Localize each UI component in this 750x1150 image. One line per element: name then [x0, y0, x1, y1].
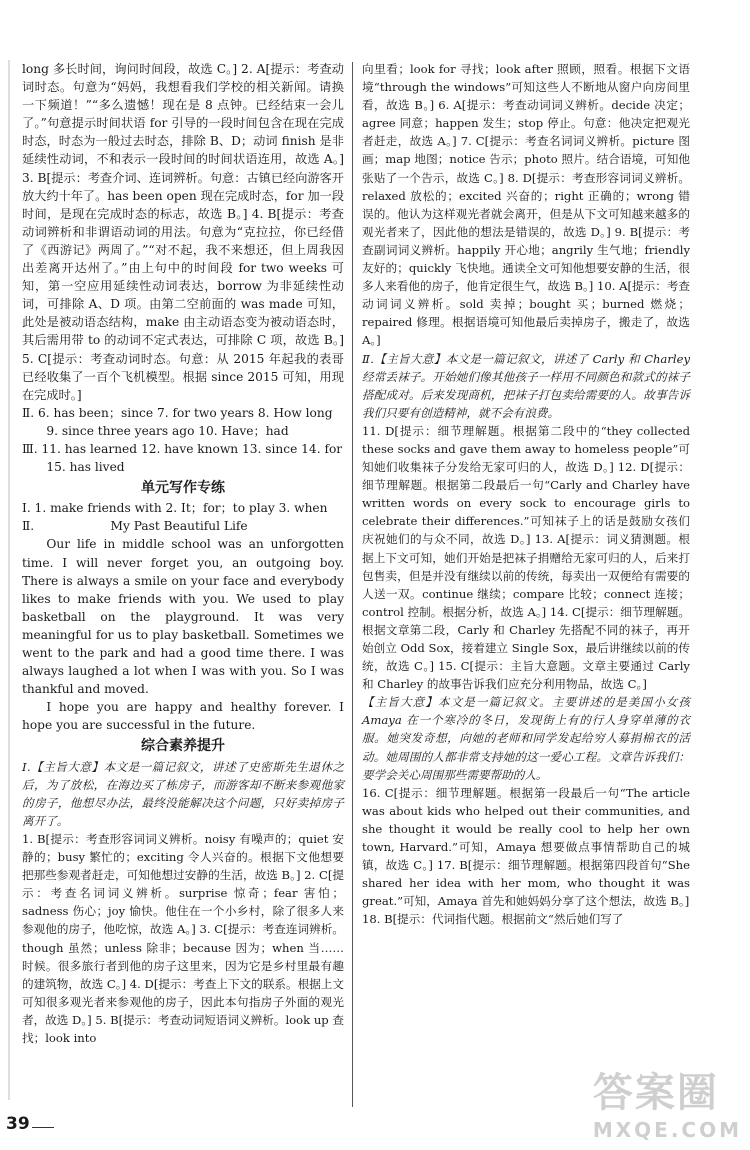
- column-divider: [352, 62, 353, 1107]
- passage-ii-answers: 11. D[提示：细节理解题。根据第二段中的“they collected these socks and gave them away to homeless people”可知她们收集袜子分发给无家可归的人，故选 D。] 12. D[提示：细节理解题。根据第二段最后一句“Carly and Charley have written words on every sock to encourage girls to celebrate their differences.”可知袜子上的话是鼓励女孩们庆祝她们的与众不同，故选 D。] 13. A[提示：词义猜测题。根据上下文可知，她们开始是把袜子捐赠给无家可归的人，后来打包售卖，但是并没有继续以前的传统，每卖出一双便给有需要的人送一双。continue 继续；compare 比较；connect 连接；control 控制。根据分析，故选 A。] 14. C[提示：细节理解题。根据文章第二段，Carly 和 Charley 先搭配不同的袜子，再开始创立 Odd Sox，接着建立 Single Sox，最后讲继续以前的传统，故选 C。] 15. C[提示：主旨大意题。文章主要通过 Carly 和 Charley 的故事告诉我们应充分利用物品，故选 C。]: [362, 423, 690, 692]
- section-ii-line2: 9. since three years ago 10. Have；had: [46, 423, 289, 438]
- left-column: [22, 60, 344, 1047]
- essay-paragraph-2: I hope you are happy and healthy forever. I hope you are successful in the future.: [22, 700, 344, 733]
- left-answers-block: long 多长时间，询问时间段，故选 C。] 2. A[提示：考查动词时态。句意为“妈妈，我想看我们学校的相关新闻。请换一下频道！”“多么遗憾！现在是 8 点钟。已经结束一会儿了。”句意提示时间状语 for 引导的一段时间包含在现在完成时态，时态为一般过去时态，排除 B、D；动词 finish 是非延续性动词，不和表示一段时间的时间状语连用，故选 A。] 3. B[提示：考查介词、连词辨析。句意：古镇已经向游客开放大约十年了。has been open 现在完成时态，for 加一段时间，是现在完成时态的标志，故选 B。] 4. B[提示：考查动词辨析和非谓语动词的用法。句意为“克拉拉，你已经借了《西游记》两周了。”“对不起，我不来想还，但上周我因出差离开达州了。”由上句中的时间段 for two weeks 可知，第一空应用延续性动词表达，borrow 为非延续性动词，可排除 A、D 项。由第二空前面的 was made 可知，此处是被动语态结构，make 由主动语态变为被动语态时，其后需用带 to 的动词不定式表达，可排除 C 项，故选 B。] 5. C[提示：考查动词时态。句意：从 2015 年起我的表哥已经收集了一百个飞机模型。根据 since 2015 可知，用现在完成时。]: [22, 62, 345, 402]
- passage-ii-summary: Ⅱ.【主旨大意】本文是一篇记叙文，讲述了 Carly 和 Charley 经常丢袜子。开始她们像其他孩子一样用不同颜色和款式的袜子搭配成对。后来发现商机，把袜子打包卖给需要的人。故事告诉我们只要有创造精神，就不会有浪费。: [362, 351, 690, 420]
- comprehensive-section-heading: 综合素养提升: [141, 738, 225, 755]
- passage-i-summary: Ⅰ.【主旨大意】本文是一篇记叙文，讲述了史密斯先生退休之后，为了放松，在海边买了栋房子，而游客却不断来参观他家的房子，他想尽办法，最终没能解决这个问题，只好卖掉房子离开了。: [22, 759, 344, 828]
- writing-part-ii-title: [22, 517, 344, 535]
- writing-section-heading: 单元写作专练: [141, 480, 225, 497]
- passage-iii-answers: 16. C[提示：细节理解题。根据第一段最后一句“The article was about kids who helped out their communities, and she thought it would be really cool to help her own town, Harvard.”可知，Amaya 想要做点事情帮助自己的城镇，故选 C。] 17. B[提示：细节理解题。根据第四段首句“She shared her idea with her mom, who thought it was great.”可知，Amaya 首先和她妈妈分享了这个想法，故选 B。]: [362, 785, 690, 909]
- writing-part-i: Ⅰ. 1. make friends with 2. It；for；to play 3. when: [22, 501, 328, 516]
- watermark-logo-text: 答案圈: [592, 1070, 719, 1116]
- passage-i-answers: 1. B[提示：考查形容词词义辨析。noisy 有噪声的；quiet 安静的；busy 繁忙的；exciting 令人兴奋的。根据下文他想要把那些参观者赶走，可知他想过安静的生活，故选 B。] 2. C[提示：考查名词词义辨析。surprise 惊奇；fear 害怕；sadness 伤心；joy 愉快。他住在一个小乡村，除了很多人来参观他的房子，他吃惊，故选 A。] 3. C[提示：考查连词辨析。though 虽然；unless 除非；because 因为；when 当……时候。很多旅行者到他的房子这里来，因为它是乡村里最有趣的建筑物，故选 C。] 4. D[提示：考查上下文的联系。根据上文可知很多观光者来参观他的房子，因此本句指房子外面的观光者，故选 D。] 5. B[提示：考查动词短语词义辨析。look up 查找；look into: [22, 831, 345, 1045]
- essay-title: My Past Beautiful Life: [110, 519, 248, 534]
- watermark: [593, 1061, 742, 1142]
- essay-paragraph-1: Our life in middle school was an unforgotten time. I will never forget you, an outgoing boy. There is always a smile on your face and everybody likes to make friends with you. We used to play basketball on the playground. It was very meaningful for us to play basketball. Sometimes we went to the park and had a good time there. I was always laughed a lot when I was with you. So I was thankful and moved.: [22, 537, 344, 697]
- right-answers-block: 向里看；look for 寻找；look after 照顾，照看。根据下文语境“through the windows”可知这些人不断地从窗户向房间里看，故选 B。] 6. A[提示：考查动词词义辨析。decide 决定；agree 同意；happen 发生；stop 停止。句意：他决定把观光者赶走，故选 A。] 7. C[提示：考查名词词义辨析。picture 图画；map 地图；notice 告示；photo 照片。结合语境，可知他张贴了一个告示，故选 C。] 8. D[提示：考查形容词词义辨析。relaxed 放松的；excited 兴奋的；right 正确的；wrong 错误的。他认为这样观光者就会离开，但是从下文可知越来越多的观光者来了，因此他的想法是错误的，故选 D。] 9. B[提示：考查副词词义辨析。happily 开心地；angrily 生气地；friendly 友好的；quickly 飞快地。通读全文可知他想要安静的生活，很多人来看他的房子，他肯定很生气，故选 B。] 10. A[提示：考查动词词义辨析。sold 卖掉；bought 买；burned 燃烧；repaired 修理。根据语境可知他最后卖掉房子，搬走了，故选 A。]: [362, 62, 690, 348]
- watermark-url: MXQE.COM: [592, 1118, 742, 1142]
- section-iii-line1: Ⅲ. 11. has learned 12. have known 13. since 14. for: [22, 441, 343, 456]
- page-number-rule: [32, 1127, 54, 1128]
- writing-part-ii-label: Ⅱ.: [22, 519, 35, 534]
- binding-shadow: [8, 60, 10, 1100]
- section-ii-line1: Ⅱ. 6. has been；since 7. for two years 8. How long: [22, 405, 333, 420]
- last-answer-line: 18. B[提示：代词指代题。根据前文“然后她们写了: [362, 912, 624, 927]
- right-column: [362, 60, 690, 929]
- passage-iii-summary: 【主旨大意】本文是一篇记叙文。主要讲述的是美国小女孩 Amaya 在一个寒冷的冬日，发现街上有的行人身穿单薄的衣服。她突发奇想，向她的老师和同学发起给穷人募捐棉衣的活动。她周围的人都非常支持她的这一爱心工程。文章告诉我们：要学会关心周围那些需要帮助的人。: [362, 695, 690, 782]
- section-iii-line2: 15. has lived: [46, 460, 125, 475]
- page-number: 39: [6, 1114, 30, 1134]
